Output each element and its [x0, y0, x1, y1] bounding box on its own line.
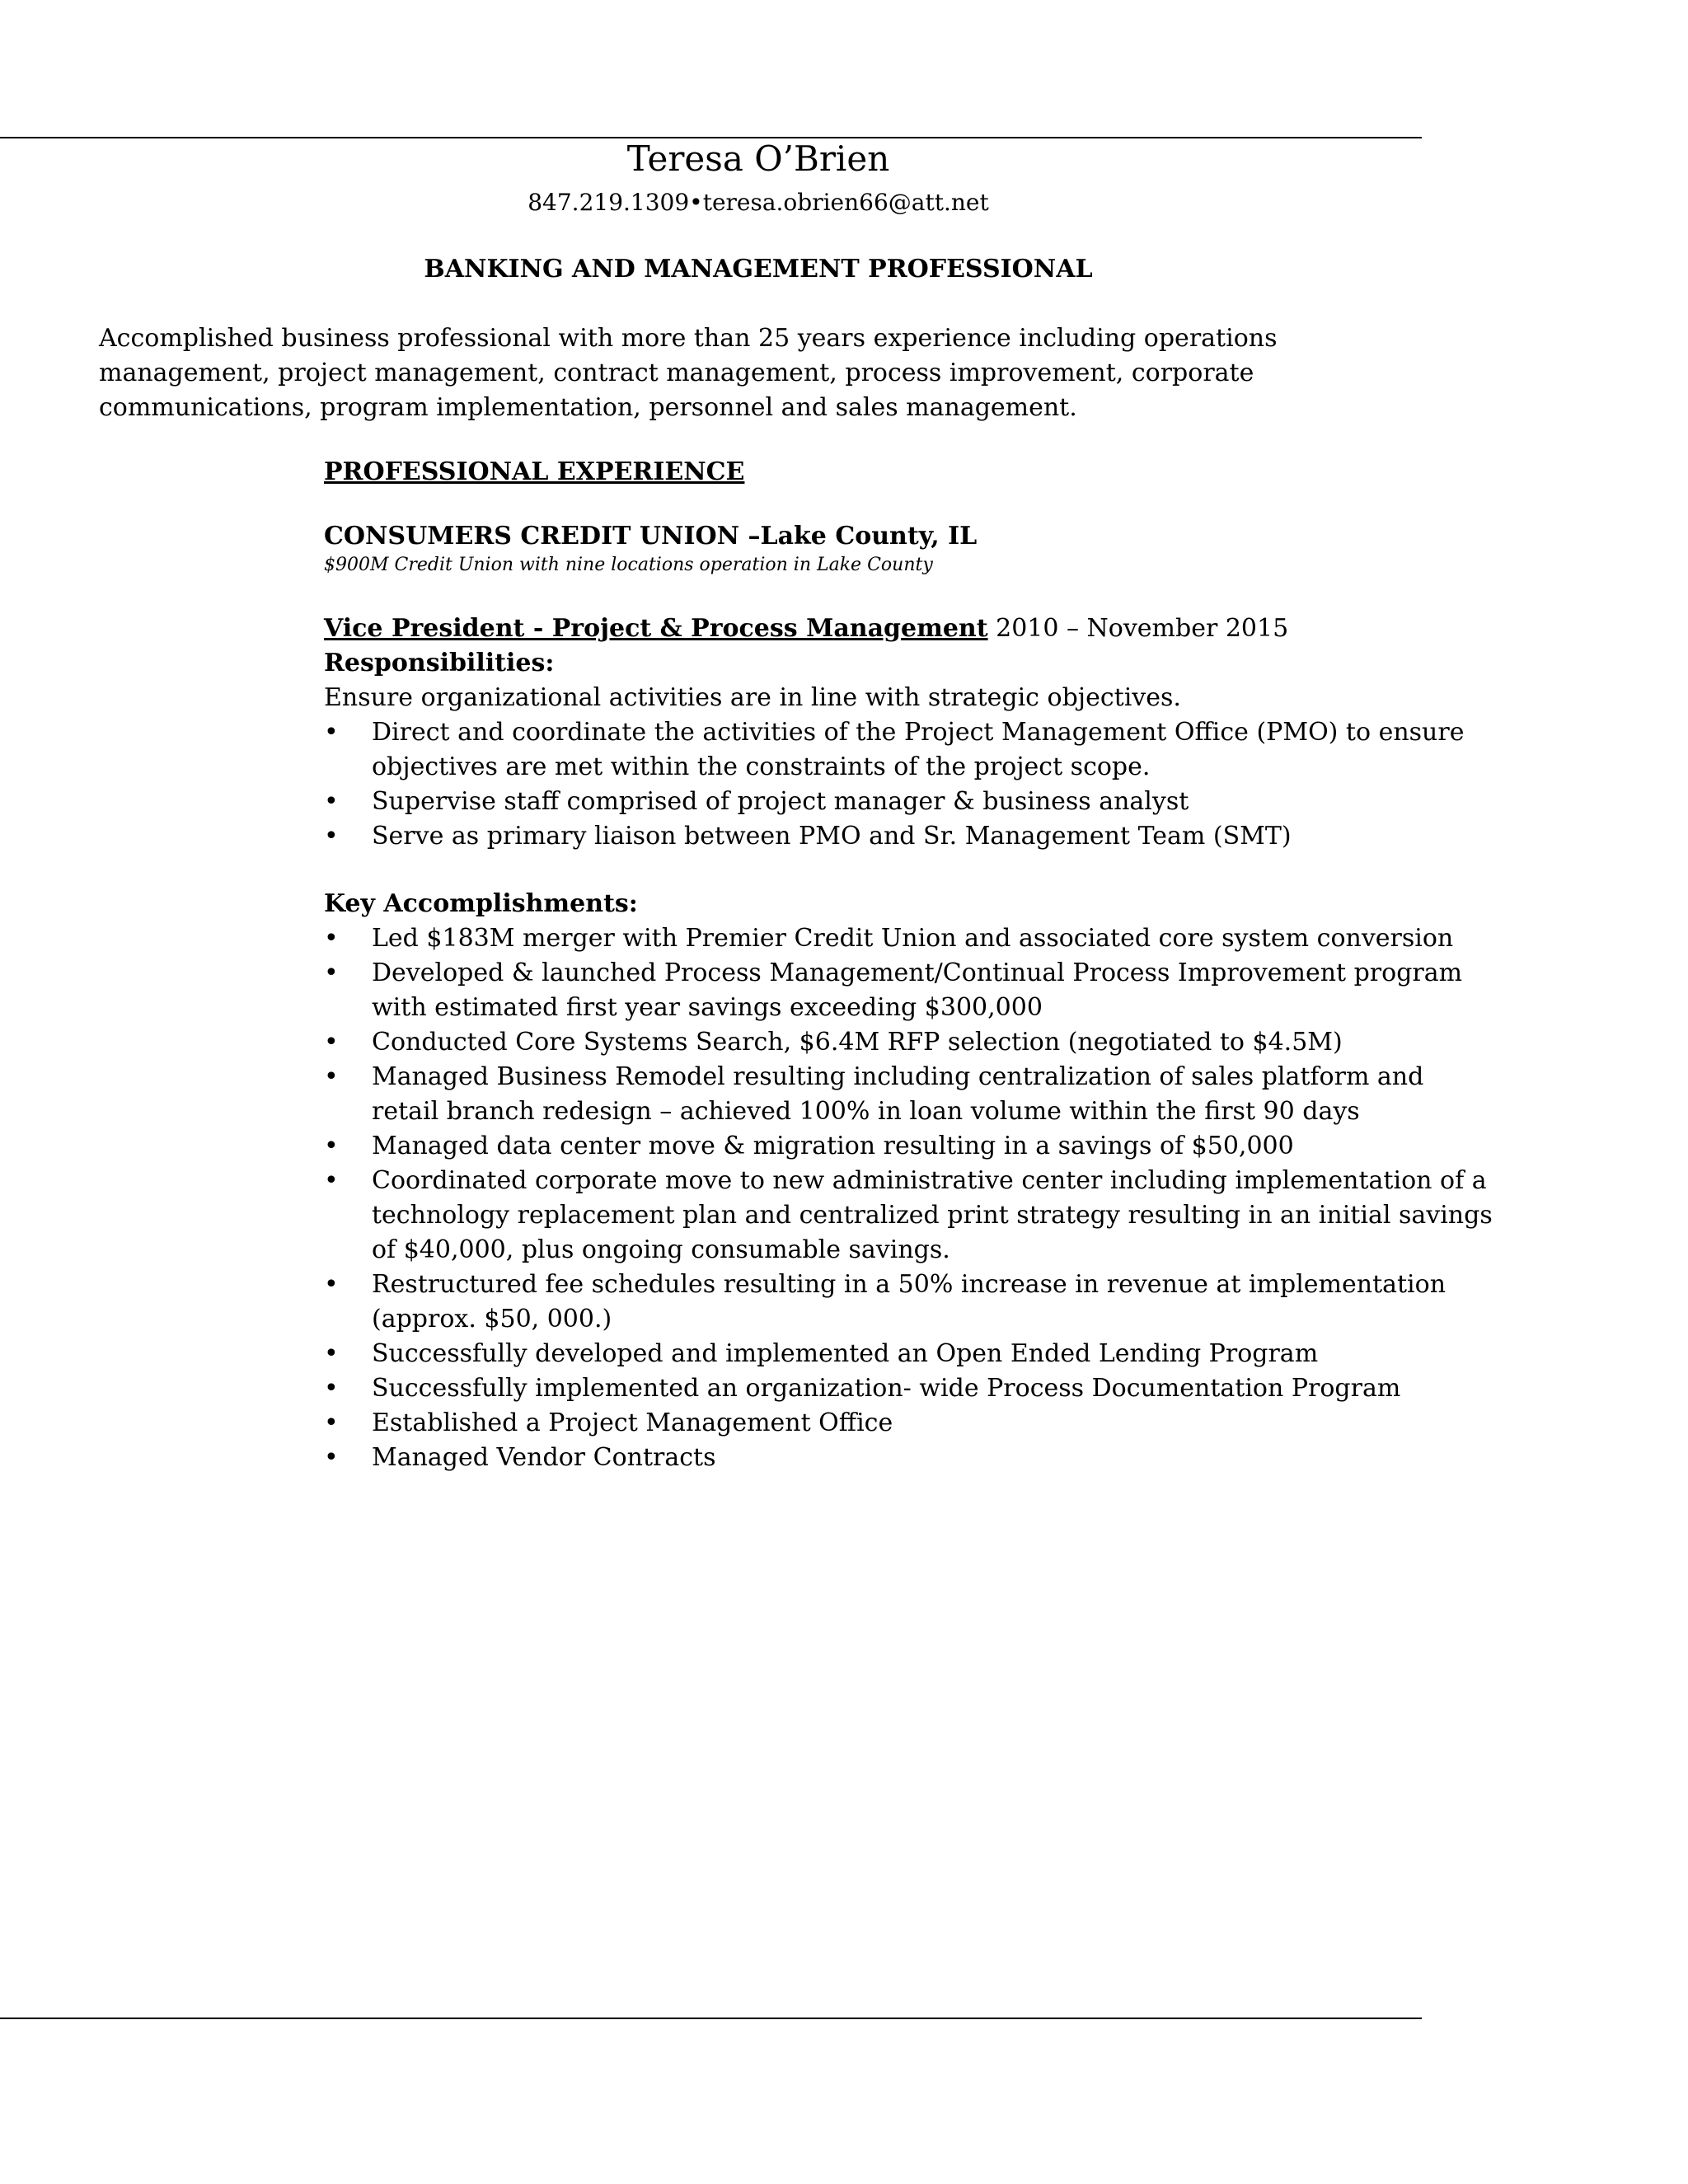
job-title: Vice President - Project & Process Management — [324, 614, 988, 643]
job-entry — [324, 612, 1494, 1475]
list-item: • Led $183M merger with Premier Credit Union and associated core system conversion — [324, 921, 1494, 956]
bullet-icon: • — [324, 1408, 339, 1437]
list-item: • Supervise staff comprised of project manager & business analyst — [324, 785, 1494, 819]
responsibilities-list — [324, 715, 1494, 854]
bullet-icon: • — [324, 1443, 339, 1472]
bullet-icon: • — [324, 1374, 339, 1403]
list-item: • Established a Project Management Office — [324, 1406, 1494, 1441]
spacer — [324, 854, 1494, 887]
contact-line: 847.219.1309•teresa.obrien66@att.net — [528, 189, 989, 216]
bullet-icon: • — [324, 958, 339, 987]
accomplishments-list — [324, 921, 1494, 1475]
bullet-icon: • — [324, 1028, 339, 1057]
job-dates: 2010 – November 2015 — [996, 614, 1289, 643]
responsibilities-heading: Responsibilities: — [324, 649, 555, 677]
list-item: • Managed Business Remodel resulting including centralization of sales platform and retail branch redesign – achieved 100% in loan volume within the first 90 days — [324, 1060, 1494, 1129]
list-item: • Developed & launched Process Management/Continual Process Improvement program with estimated first year savings exceeding $300,000 — [324, 956, 1494, 1025]
section-heading-experience: PROFESSIONAL EXPERIENCE — [324, 457, 745, 486]
list-item: • Successfully developed and implemented an Open Ended Lending Program — [324, 1337, 1494, 1371]
list-item: • Coordinated corporate move to new administrative center including implementation of a technology replacement plan and centralized print strategy resulting in an initial savings of $40,000, plus ongoing consumable savings. — [324, 1164, 1494, 1268]
company-description: $900M Credit Union with nine locations operation in Lake County — [324, 555, 933, 575]
list-item: • Managed data center move & migration resulting in a savings of $50,000 — [324, 1129, 1494, 1164]
list-item: • Conducted Core Systems Search, $6.4M RFP selection (negotiated to $4.5M) — [324, 1025, 1494, 1060]
summary-paragraph: Accomplished business professional with more than 25 years experience including operations management, project management, contract management, process improvement, corporate communications, program implementation, personnel and sales management. — [99, 324, 1278, 422]
bullet-icon: • — [324, 787, 339, 816]
bullet-icon: • — [324, 822, 339, 851]
bullet-icon: • — [324, 718, 339, 747]
list-item: • Successfully implemented an organization- wide Process Documentation Program — [324, 1371, 1494, 1406]
bullet-icon: • — [324, 1166, 339, 1195]
candidate-name: Teresa O’Brien — [626, 138, 890, 179]
bullet-icon: • — [324, 1132, 339, 1160]
list-item: • Direct and coordinate the activities of the Project Management Office (PMO) to ensure objectives are met within the constraints of the project scope. — [324, 715, 1494, 785]
bullet-icon: • — [324, 924, 339, 953]
list-item: • Managed Vendor Contracts — [324, 1441, 1494, 1475]
job-title-line — [324, 612, 1494, 646]
professional-headline: BANKING AND MANAGEMENT PROFESSIONAL — [424, 255, 1093, 284]
bullet-icon: • — [324, 1270, 339, 1299]
list-item: • Serve as primary liaison between PMO and Sr. Management Team (SMT) — [324, 819, 1494, 854]
accomplishments-heading: Key Accomplishments: — [324, 889, 638, 918]
bottom-rule — [0, 2018, 1422, 2019]
list-item: • Restructured fee schedules resulting in a 50% increase in revenue at implementation (approx. $50, 000.) — [324, 1268, 1494, 1337]
company-name: CONSUMERS CREDIT UNION –Lake County, IL — [324, 522, 978, 551]
responsibilities-intro: Ensure organizational activities are in line with strategic objectives. — [324, 683, 1181, 712]
bullet-icon: • — [324, 1339, 339, 1368]
bullet-icon: • — [324, 1062, 339, 1091]
